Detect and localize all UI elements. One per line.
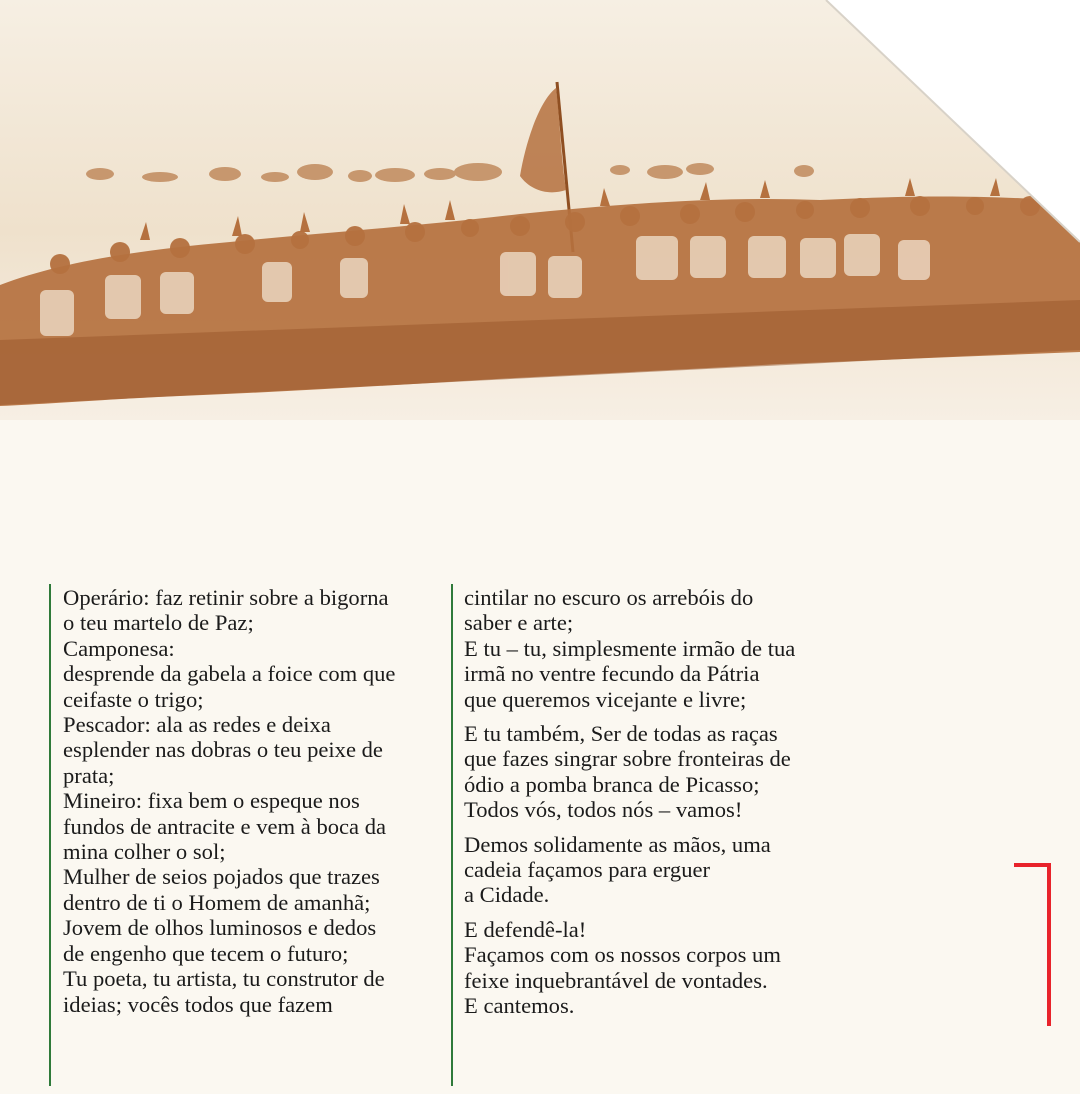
poem-left-column xyxy=(63,585,448,1017)
poem-stanza: cintilar no escuro os arrebóis do saber e arte; E tu – tu, simplesmente irmão de tua irmã no ventre fecundo da Pátria que queremos vicejante e livre; xyxy=(464,585,796,712)
left-column-rule xyxy=(49,584,51,1086)
poem-right-column xyxy=(464,585,854,1019)
poem-stanza: Demos solidamente as mãos, uma cadeia façamos para erguer a Cidade. xyxy=(464,831,771,908)
red-corner-bracket-icon xyxy=(1014,862,1052,1026)
poem-stanza: E tu também, Ser de todas as raças que fazes singrar sobre fronteiras de ódio a pomba branca de Picasso; Todos vós, todos nós – vamos! xyxy=(464,721,791,823)
poem-stanza: Operário: faz retinir sobre a bigorna o teu martelo de Paz; Camponesa: desprende da gabela a foice com que ceifaste o trigo; Pescador: ala as redes e deixa esplender nas dobras o teu peixe de prata; Mineiro: fixa bem o espeque nos fundos de antracite e vem à boca da mina colher o sol; Mulher de seios pojados que trazes dentro de ti o Homem de amanhã; Jovem de olhos luminosos e dedos de engenho que tecem o futuro; Tu poeta, tu artista, tu construtor de ideias; vocês todos que fazem xyxy=(63,585,396,1017)
poem-stanza: E defendê-la! Façamos com os nossos corpos um feixe inquebrantável de vontades. E cantemos. xyxy=(464,916,781,1019)
middle-column-rule xyxy=(451,584,453,1086)
